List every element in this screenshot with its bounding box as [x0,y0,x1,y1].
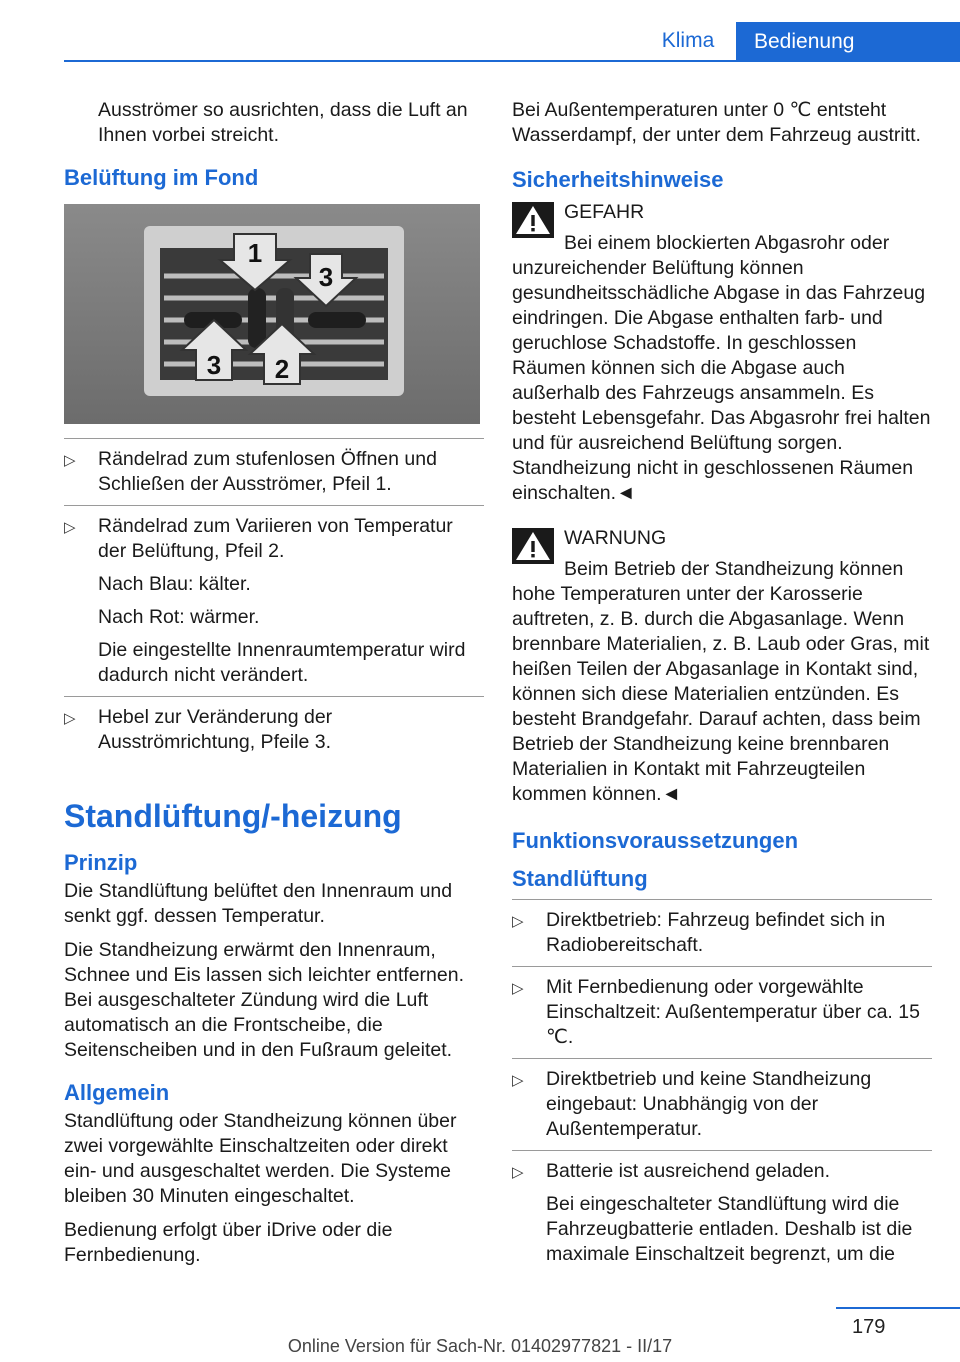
warning-caution [512,526,932,807]
list-item-text: Hebel zur Veränderung der Ausströmrichtung, Pfeile 3. [98,706,333,753]
list-item-text: Die eingestellte Innenraumtemperatur wird dadurch nicht verändert. [98,639,466,686]
figure-label-1: 1 [247,238,263,268]
chapter-tab[interactable]: Klima [661,29,715,52]
triangle-bullet-icon: ▷ [64,452,76,469]
figure-label-2: 2 [274,354,290,384]
list-item-text: Direktbetrieb und keine Standheizung eingebaut: Unabhängig von der Außentemperatur. [546,1068,872,1140]
heading-sicherheitshinweise: Sicherheitshinweise [512,167,724,192]
temperature-paragraph: Bei Außentemperaturen unter 0 ℃ entsteht Wasserdampf, der unter dem Fahrzeug austritt. [512,99,921,146]
warning-triangle-icon [512,528,554,564]
triangle-bullet-icon: ▷ [512,980,524,997]
warning-text: Bei einem blockierten Abgasrohr oder unzureichender Belüftung können gesundheitsschädliche Abgase in das Fahrzeug eindringen. Die Abgase enthalten farb- und geruchlose Schadstoffe. In geschlossen Räumen können sich die Abgase auch außerhalb des Fahrzeugs ansammeln. Es besteht Lebensgefahr. Das Abgasrohr frei halten und für ausreichend Belüftung sorgen. Standheizung nicht in geschlossenen Räumen einschalten.◄ [512,232,931,504]
header-rule [64,60,960,62]
list-item-text: Batterie ist ausreichend geladen. [546,1160,831,1182]
warning-title: WARNUNG [564,527,667,549]
page-number: 179 [852,1316,886,1338]
rear-vent-figure [64,204,480,424]
vent-list [64,438,484,763]
triangle-bullet-icon: ▷ [64,519,76,536]
heading-standlueftung-heizung: Standlüftung/-heizung [64,798,402,834]
list-item [64,696,484,763]
list-item [512,899,932,966]
allgemein-paragraph-1: Standlüftung oder Standheizung können über zwei vorgewählte Einschaltzeiten oder direkt ein- und ausgeschaltet werden. Die Systeme bleiben 30 Minuten eingeschaltet. [64,1110,457,1207]
right-column [512,98,932,1275]
triangle-bullet-icon: ▷ [512,913,524,930]
section-tab[interactable]: Bedienung [736,22,960,62]
list-item-text: Nach Rot: wärmer. [98,606,260,628]
heading-allgemein: Allgemein [64,1080,170,1105]
left-column [64,98,484,1277]
figure-label-3a: 3 [318,262,334,292]
list-item [64,438,484,505]
figure-label-3b: 3 [206,350,222,380]
triangle-bullet-icon: ▷ [512,1164,524,1181]
triangle-bullet-icon: ▷ [512,1072,524,1089]
list-item-text: Direktbetrieb: Fahrzeug befindet sich in Radiobereitschaft. [546,909,886,956]
prinzip-paragraph-1: Die Standlüftung belüftet den Innenraum und senkt ggf. dessen Temperatur. [64,880,453,927]
heading-prinzip: Prinzip [64,850,138,875]
list-item [512,1058,932,1150]
intro-paragraph: Ausströmer so ausrichten, dass die Luft an Ihnen vorbei streicht. [98,99,468,146]
list-item [512,966,932,1058]
list-item-text: Rändelrad zum stufenlosen Öffnen und Schließen der Ausströmer, Pfeil 1. [98,448,437,495]
warning-text: Beim Betrieb der Standheizung können hohe Temperaturen unter der Karosserie auftreten, z. B. durch die Abgasanlage. Wenn brennbare Materialien, z. B. Laub oder Gras, mit heißen Teilen der Abgasanlage in Kontakt sind, können sich diese Materialien entzünden. Es besteht Brandgefahr. Darauf achten, dass beim Betrieb der Standheizung keine brennbaren Materialien in Kontakt mit Fahrzeugteilen kommen können.◄ [512,558,930,805]
footer-rule [836,1307,960,1309]
list-item-text: Rändelrad zum Variieren von Temperatur der Belüftung, Pfeil 2. [98,515,453,562]
list-item [64,505,484,696]
prinzip-paragraph-2: Die Standheizung erwärmt den Innenraum, Schnee und Eis lassen sich leichter entfernen. Bei ausgeschalteter Zündung wird die Luft automatisch an die Frontscheibe, die Seitenscheiben und in den Fußraum geleitet. [64,939,464,1061]
online-version-footer: Online Version für Sach-Nr. 01402977821 - II/17 [287,1336,673,1356]
heading-funktionsvoraussetzungen: Funktionsvoraussetzungen [512,828,799,853]
list-item-text: Nach Blau: kälter. [98,573,251,595]
list-item-text: Bei eingeschalteter Standlüftung wird die Fahrzeugbatterie entladen. Deshalb ist die maximale Einschaltzeit begrenzt, um die [546,1193,913,1265]
requirements-list [512,899,932,1275]
warning-title: GEFAHR [564,201,645,223]
allgemein-paragraph-2: Bedienung erfolgt über iDrive oder die Fernbedienung. [64,1219,393,1266]
list-item-text: Mit Fernbedienung oder vorgewählte Einschaltzeit: Außentemperatur über ca. 15 ℃. [546,976,920,1048]
triangle-bullet-icon: ▷ [64,710,76,727]
heading-fond: Belüftung im Fond [64,165,259,190]
heading-standlueftung: Standlüftung [512,866,648,891]
warning-triangle-icon [512,202,554,238]
warning-danger [512,200,932,506]
list-item [512,1150,932,1275]
page-header [0,0,960,62]
